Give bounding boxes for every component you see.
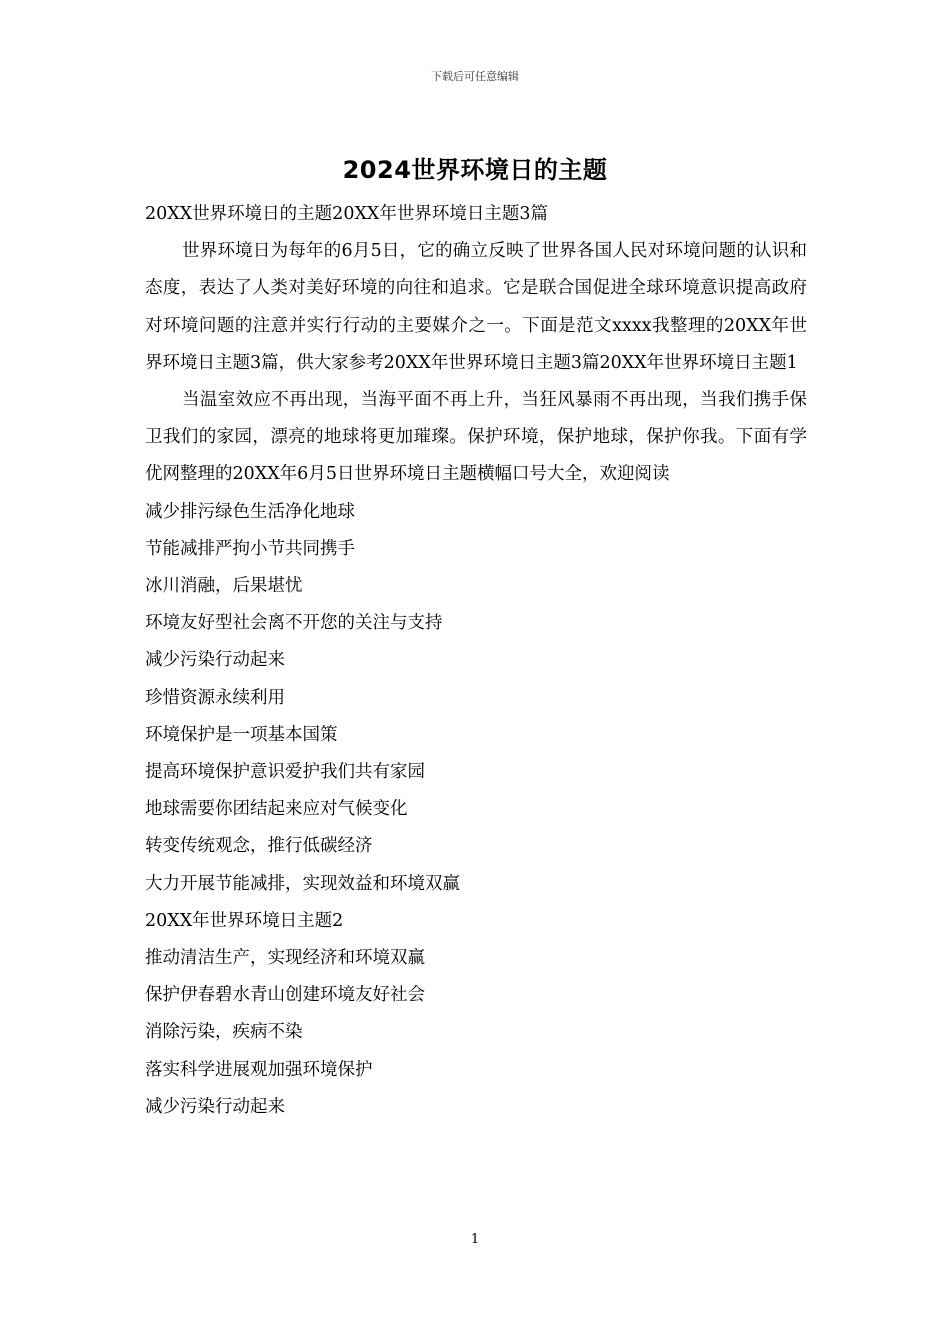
document-subtitle: 20XX世界环境日的主题20XX年世界环境日主题3篇	[145, 204, 549, 224]
paragraph-slogan-intro: 当温室效应不再出现，当海平面不再上升，当狂风暴雨不再出现，当我们携手保卫我们的家园，漂亮的地球将更加璀璨。保护环境，保护地球，保护你我。下面有学优网整理的20XX年6月5日世界环境日主题横幅口号大全，欢迎阅读	[145, 390, 807, 485]
document-title: 2024世界环境日的主题	[342, 156, 608, 184]
slogan-item: 转变传统观念，推行低碳经济	[145, 836, 373, 857]
slogan-item: 落实科学进展观加强环境保护	[145, 1059, 373, 1080]
slogan-item: 消除污染，疾病不染	[145, 1022, 303, 1043]
slogan-item: 大力开展节能减排，实现效益和环境双赢	[145, 873, 460, 894]
page-number: 1	[470, 1232, 480, 1247]
slogan-item: 推动清洁生产，实现经济和环境双赢	[145, 948, 425, 969]
slogan-item: 提高环境保护意识爱护我们共有家园	[145, 762, 425, 783]
slogan-item: 保护伊春碧水青山创建环境友好社会	[145, 985, 425, 1006]
slogan-item: 地球需要你团结起来应对气候变化	[145, 799, 408, 820]
slogan-item: 环境友好型社会离不开您的关注与支持	[145, 613, 443, 634]
section-heading: 20XX年世界环境日主题2	[145, 910, 344, 931]
slogan-item: 冰川消融，后果堪忧	[145, 576, 303, 597]
slogan-item: 环境保护是一项基本国策	[145, 724, 338, 745]
slogan-item: 减少排污绿色生活净化地球	[145, 501, 355, 522]
slogan-item: 减少污染行动起来	[145, 1096, 285, 1117]
slogan-item: 节能减排严拘小节共同携手	[145, 538, 355, 559]
header-note: 下载后可任意编辑	[431, 70, 519, 83]
paragraph-intro: 世界环境日为每年的6月5日，它的确立反映了世界各国人民对环境问题的认识和态度，表达了人类对美好环境的向往和追求。它是联合国促进全球环境意识提高政府对环境问题的注意并实行行动的主要媒介之一。下面是范文xxxx我整理的20XX年世界环境日主题3篇，供大家参考20XX年世界环境日主题3篇20XX年世界环境日主题1	[145, 241, 807, 373]
slogan-item: 珍惜资源永续利用	[145, 687, 285, 708]
document-body	[145, 196, 807, 1126]
slogan-item: 减少污染行动起来	[145, 650, 285, 671]
